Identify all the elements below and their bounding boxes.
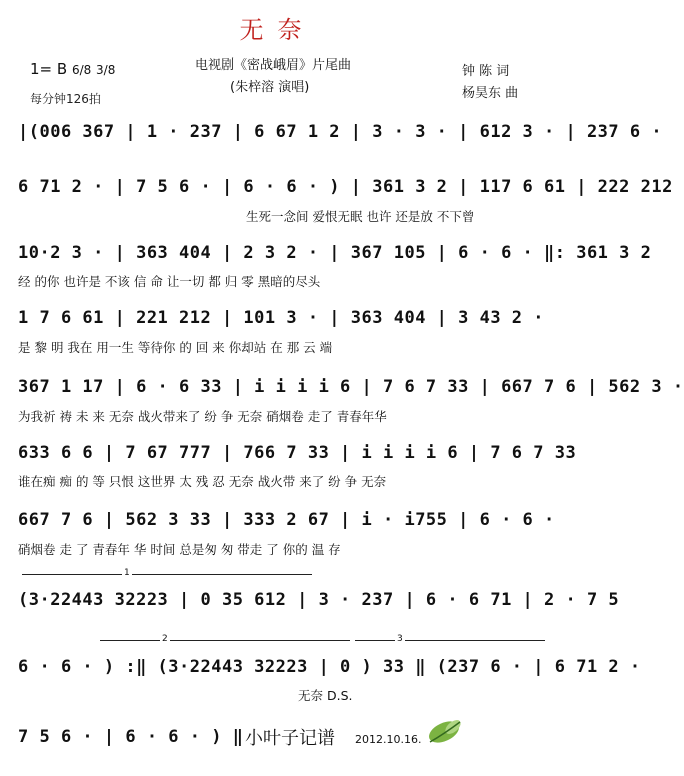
song-subtitle: 电视剧《密战峨眉》片尾曲 <box>195 58 352 73</box>
volta-number-3: 3 <box>397 634 403 644</box>
lyrics-row-7: 硝烟卷 走 了 青春年 华 时间 总是匆 匆 带走 了 你的 温 存 <box>18 542 341 557</box>
tempo-marking: 每分钟126拍 <box>30 92 101 106</box>
key-signature <box>30 60 115 78</box>
meter-secondary: 3/8 <box>96 63 116 77</box>
transcription-date: 2012.10.16. <box>355 733 422 746</box>
singer-credit: (朱梓溶 演唱) <box>230 80 310 95</box>
score-row-3: 10·2 3 · | 363 404 | 2 3 2 · | 367 105 | 6 · 6 · ‖: 361 3 2 <box>18 243 652 263</box>
key-label: 1= B <box>30 60 68 78</box>
volta-bracket-1 <box>22 568 312 578</box>
score-row-5: 367 1 17 | 6 · 6 33 | i i i i 6 | 7 6 7 33 | 667 7 6 | 562 3 · <box>18 377 684 397</box>
volta-bracket-3 <box>355 634 545 644</box>
volta-bracket-2 <box>100 634 350 644</box>
lyrics-row-4: 是 黎 明 我在 用一生 等待你 的 回 来 你却站 在 那 云 端 <box>18 340 333 355</box>
volta-number-1: 1 <box>124 568 130 578</box>
lyrics-row-2: 生死一念间 爱恨无眠 也许 还是放 不下曾 <box>246 209 475 224</box>
lyrics-row-6: 谁在痴 痴 的 等 只恨 这世界 太 残 忍 无奈 战火带 来了 纷 争 无奈 <box>18 474 387 489</box>
lyrics-row-9: 无奈 D.S. <box>298 688 353 703</box>
score-row-6: 633 6 6 | 7 67 777 | 766 7 33 | i i i i 6 | 7 6 7 33 <box>18 443 577 463</box>
meter-primary: 6/8 <box>71 63 92 77</box>
score-row-10: 7 5 6 · | 6 · 6 · ) ‖ <box>18 727 244 747</box>
lyricist-credit: 钟 陈 词 <box>462 64 510 79</box>
composer-credit: 杨昊东 曲 <box>462 86 519 101</box>
lyrics-row-3: 经 的你 也许是 不该 信 命 让一切 都 归 零 黑暗的尽头 <box>18 274 321 289</box>
score-row-1: |(006 367 | 1 · 237 | 6 67 1 2 | 3 · 3 · | 612 3 · | 237 6 · <box>18 122 663 142</box>
score-row-9: 6 · 6 · ) :‖ (3·22443 32223 | 0 ) 33 ‖ (237 6 · | 6 71 2 · <box>18 657 641 677</box>
volta-number-2: 2 <box>162 634 168 644</box>
lyrics-row-5: 为我祈 祷 未 来 无奈 战火带来了 纷 争 无奈 硝烟卷 走了 青春年华 <box>18 409 387 424</box>
score-row-7: 667 7 6 | 562 3 33 | 333 2 67 | i · i755 | 6 · 6 · <box>18 510 555 530</box>
score-row-4: 1 7 6 61 | 221 212 | 101 3 · | 363 404 | 3 43 2 · <box>18 308 545 328</box>
leaf-icon <box>420 710 470 750</box>
song-title: 无奈 <box>239 16 316 44</box>
score-row-2: 6 71 2 · | 7 5 6 · | 6 · 6 · ) | 361 3 2 | 117 6 61 | 222 212 <box>18 177 673 197</box>
score-row-8: (3·22443 32223 | 0 35 612 | 3 · 237 | 6 · 6 71 | 2 · 7 5 <box>18 590 620 610</box>
transcriber-credit: 小叶子记谱 <box>245 728 335 749</box>
